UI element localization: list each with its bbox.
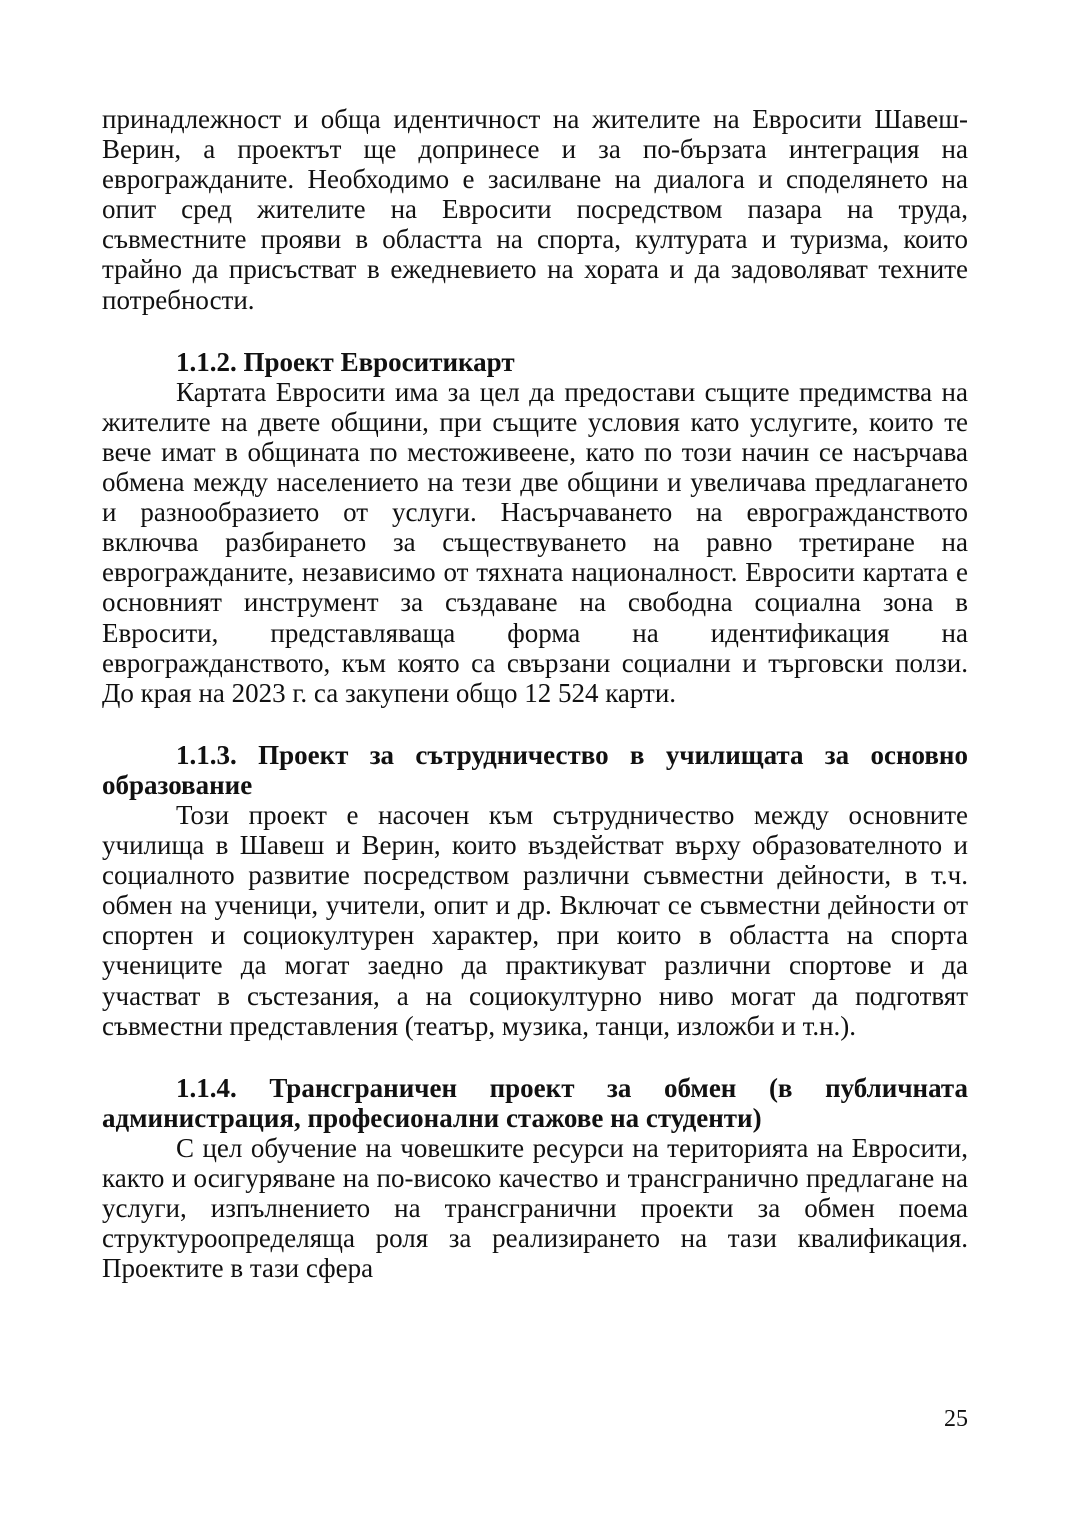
document-page xyxy=(102,104,968,1283)
page-number: 25 xyxy=(944,1406,968,1432)
section-body-1-1-4: С цел обучение на човешките ресурси на територията на Евросити, както и осигуряване на по-високо качество и трансгранично предлагане на услуги, изпълнението на трансгранични проекти за обмен поема структуроопределяща роля за реализирането на тази квалификация. Проектите в тази сфера xyxy=(102,1132,968,1284)
section-body-1-1-3: Този проект е насочен към сътрудничество между основните училища в Шавеш и Верин, които въздействат върху образователното и социалното развитие посредством различни съвместни дейности, в т.ч. обмен на ученици, учители, опит и др. Включат се съвместни дейности от спортен и социокултурен характер, при които в областта на спорта учениците да могат заедно да практикуват различни спортове и да участват в състезания, а на социокултурно ниво могат да подготвят съвместни представления (театър, музика, танци, изложби и т.н.). xyxy=(102,799,968,1041)
section-heading-1-1-2: 1.1.2. Проект Евроситикарт xyxy=(176,346,515,377)
section-body-1-1-2: Картата Евросити има за цел да предостави същите предимства на жителите на двете общини, при същите условия като услугите, които те вече имат в общината по местоживеене, като по този начин се насърчава обмена между населението на тези две общини и увеличава предлагането и разнообразието от услуги. Насърчаването на еврогражданството включва разбирането за съществуването на равно третиране на еврогражданите, независимо от тяхната националност. Евросити картата е основният инструмент за създаване на свободна социална зона в Евросити, представляваща форма на идентификация на еврогражданството, към която са свързани социални и търговски ползи. До края на 2023 г. са закупени общо 12 524 карти. xyxy=(102,376,968,708)
intro-paragraph: принадлежност и обща идентичност на жителите на Евросити Шавеш-Верин, а проектът ще допринесе и за по-бързата интеграция на еврогражданите. Необходимо е засилване на диалога и споделянето на опит сред жителите на Евросити посредством пазара на труда, съвместните прояви в областта на спорта, културата и туризма, които трайно да присъстват в ежедневието на хората и да задоволяват техните потребности. xyxy=(102,104,968,315)
section-heading-1-1-3: 1.1.3. Проект за сътрудничество в училищата за основно образование xyxy=(102,739,968,800)
section-heading-1-1-4: 1.1.4. Трансграничен проект за обмен (в публичната администрация, професионални стажове на студенти) xyxy=(102,1072,968,1133)
